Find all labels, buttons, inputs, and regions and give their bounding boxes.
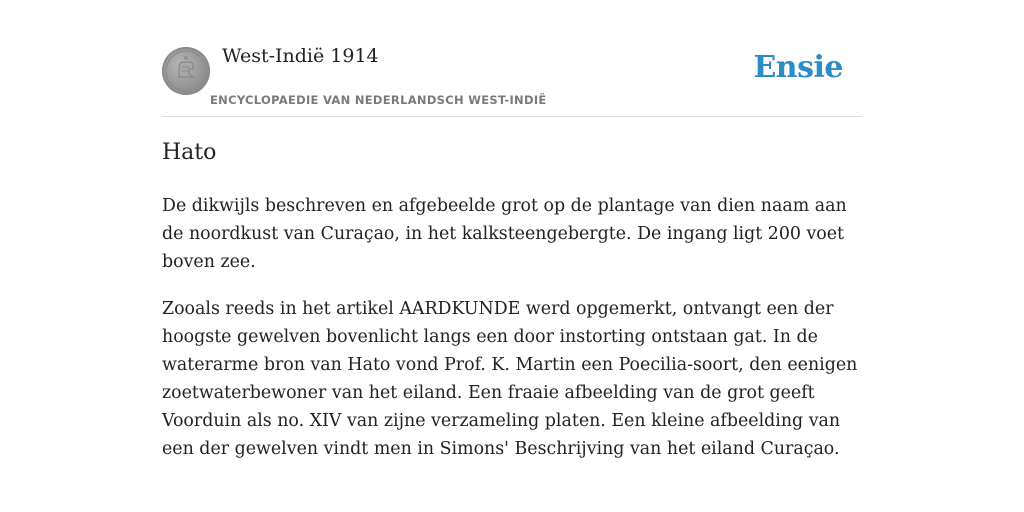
site-subtitle: ENCYCLOPAEDIE VAN NEDERLANDSCH WEST-INDIË <box>210 93 547 107</box>
site-title[interactable]: West-Indië 1914 <box>222 45 379 67</box>
coin-seal-graphic <box>162 47 210 95</box>
site-header <box>162 0 862 117</box>
page <box>162 0 862 512</box>
coin-seal-icon[interactable] <box>162 47 210 95</box>
article-body <box>162 192 862 482</box>
article-paragraph: De dikwijls beschreven en afgebeelde grot op de plantage van dien naam aan de noordkust van Curaçao, in het kalksteengebergte. De ingang ligt 200 voet boven zee. <box>162 196 847 272</box>
article-title: Hato <box>162 140 217 165</box>
article-paragraph: Zooals reeds in het artikel AARDKUNDE werd opgemerkt, ontvangt een der hoogste gewelven bovenlicht langs een door instorting ontstaan gat. In de waterarme bron van Hato vond Prof. K. Martin een Poecilia-soort, den eenigen zoetwaterbewoner van het eiland. Een fraaie afbeelding van de grot geeft Voorduin als no. XIV van zijne verzameling platen. Een kleine afbeelding van een der gewelven vindt men in Simons' Beschrijving van het eiland Curaçao. <box>162 299 858 459</box>
brand-logo-link[interactable]: Ensie <box>753 50 843 85</box>
